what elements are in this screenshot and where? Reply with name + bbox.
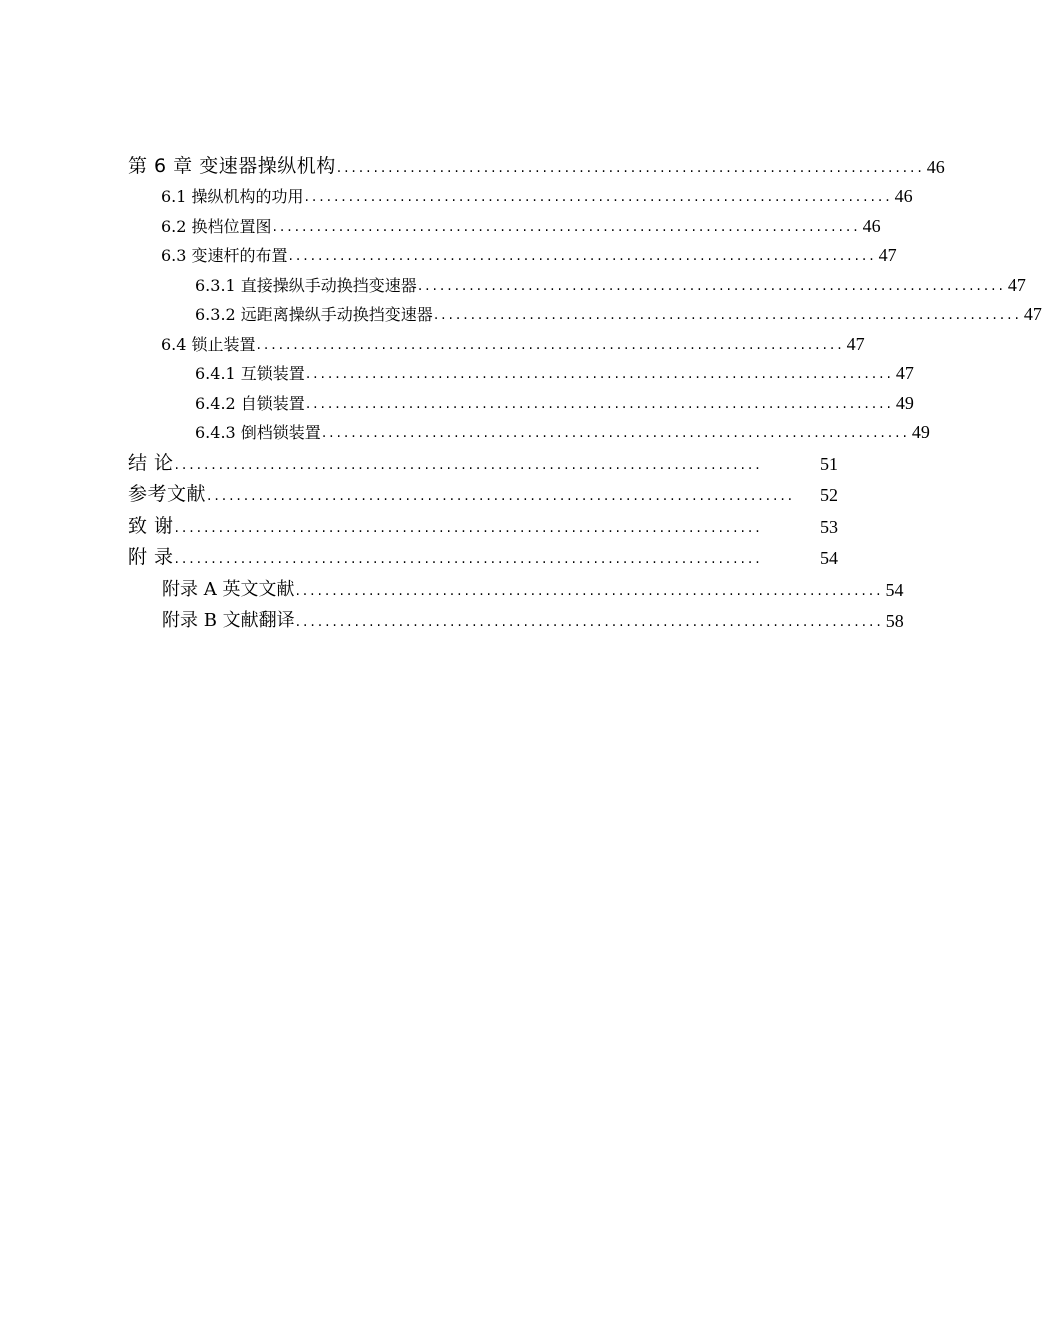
dot-leader: ................................................................................ bbox=[295, 582, 884, 599]
toc-entry-label: 6.3.2 远距离操纵手动换挡变速器 bbox=[195, 305, 433, 324]
toc-entry-page: 51 bbox=[820, 453, 838, 474]
toc-entry-label: 结 论 bbox=[128, 451, 174, 474]
toc-entry-page: 47 bbox=[1023, 304, 1042, 324]
dot-leader: ................................................................................ bbox=[295, 614, 884, 630]
toc-entry-label: 6.4 锁止装置 bbox=[161, 334, 256, 354]
toc-entry-page: 46 bbox=[894, 186, 913, 206]
toc-entry-page: 49 bbox=[895, 392, 914, 413]
toc-entry-6-3[interactable] bbox=[128, 237, 897, 267]
toc-entry-label: 附录 B 文献翻译 bbox=[162, 610, 295, 631]
dot-leader: ................................................................................ bbox=[174, 456, 763, 473]
toc-entry-label: 6.4.3 倒档锁装置 bbox=[195, 423, 321, 442]
dot-leader: ................................................................................ bbox=[417, 277, 1006, 294]
toc-entry-page: 53 bbox=[820, 516, 838, 537]
toc-entry-6-4-1[interactable] bbox=[128, 355, 914, 385]
dot-leader: ................................................................................ bbox=[256, 336, 845, 353]
toc-entry-label: 6.1 操纵机构的功用 bbox=[161, 187, 304, 206]
toc-entry-label: 附录 A 英文文献 bbox=[162, 578, 295, 600]
dot-leader: ................................................................................ bbox=[305, 366, 894, 382]
toc-entry-6-4[interactable] bbox=[128, 325, 865, 355]
toc-entry-label: 参考文献 bbox=[128, 483, 207, 505]
toc-entry-page: 47 bbox=[1007, 274, 1026, 295]
toc-entry-appendix[interactable] bbox=[128, 538, 838, 570]
table-of-contents bbox=[128, 146, 1042, 632]
dot-leader: ................................................................................ bbox=[174, 551, 763, 567]
toc-entry-appendix-b[interactable] bbox=[128, 601, 904, 633]
toc-entry-page: 46 bbox=[862, 215, 881, 236]
toc-entry-page: 52 bbox=[820, 485, 838, 505]
toc-entry-6-4-2[interactable] bbox=[128, 384, 914, 414]
toc-entry-label: 6.3.1 直接操纵手动换挡变速器 bbox=[195, 275, 417, 295]
toc-entry-page: 58 bbox=[885, 611, 904, 631]
toc-entry-6-1[interactable] bbox=[128, 178, 913, 208]
toc-entry-page: 47 bbox=[878, 245, 897, 265]
dot-leader: ................................................................................ bbox=[174, 519, 763, 536]
toc-entry-acknowledgements[interactable] bbox=[128, 506, 838, 538]
toc-entry-page: 54 bbox=[820, 548, 838, 568]
toc-entry-label: 第 6 章 变速器操纵机构 bbox=[128, 154, 336, 177]
dot-leader: ................................................................................ bbox=[336, 159, 925, 176]
toc-entry-chapter-6[interactable] bbox=[128, 146, 945, 178]
dot-leader: ................................................................................ bbox=[433, 307, 1022, 323]
toc-entry-6-4-3[interactable] bbox=[128, 414, 930, 444]
toc-entry-6-3-2[interactable] bbox=[128, 296, 1042, 326]
toc-entry-page: 54 bbox=[885, 579, 904, 600]
dot-leader: ................................................................................ bbox=[272, 218, 861, 235]
dot-leader: ................................................................................ bbox=[288, 248, 877, 264]
toc-entry-6-3-1[interactable] bbox=[128, 266, 1026, 296]
toc-entry-label: 6.3 变速杆的布置 bbox=[161, 246, 288, 265]
toc-entry-label: 6.4.1 互锁装置 bbox=[195, 364, 305, 383]
toc-entry-label: 致 谢 bbox=[128, 514, 174, 537]
toc-entry-label: 6.4.2 自锁装置 bbox=[195, 393, 305, 413]
toc-entry-references[interactable] bbox=[128, 475, 838, 507]
toc-entry-page: 49 bbox=[911, 422, 930, 442]
dot-leader: ................................................................................ bbox=[321, 425, 910, 441]
toc-entry-page: 46 bbox=[926, 156, 945, 177]
toc-entry-page: 47 bbox=[895, 363, 914, 383]
dot-leader: ................................................................................ bbox=[207, 488, 796, 504]
dot-leader: ................................................................................ bbox=[304, 189, 893, 205]
toc-entry-conclusion[interactable] bbox=[128, 443, 838, 475]
toc-entry-6-2[interactable] bbox=[128, 207, 881, 237]
toc-entry-label: 附 录 bbox=[128, 546, 174, 568]
dot-leader: ................................................................................ bbox=[305, 395, 894, 412]
toc-entry-appendix-a[interactable] bbox=[128, 569, 904, 601]
toc-entry-page: 47 bbox=[846, 333, 865, 354]
toc-entry-label: 6.2 换档位置图 bbox=[161, 216, 272, 236]
